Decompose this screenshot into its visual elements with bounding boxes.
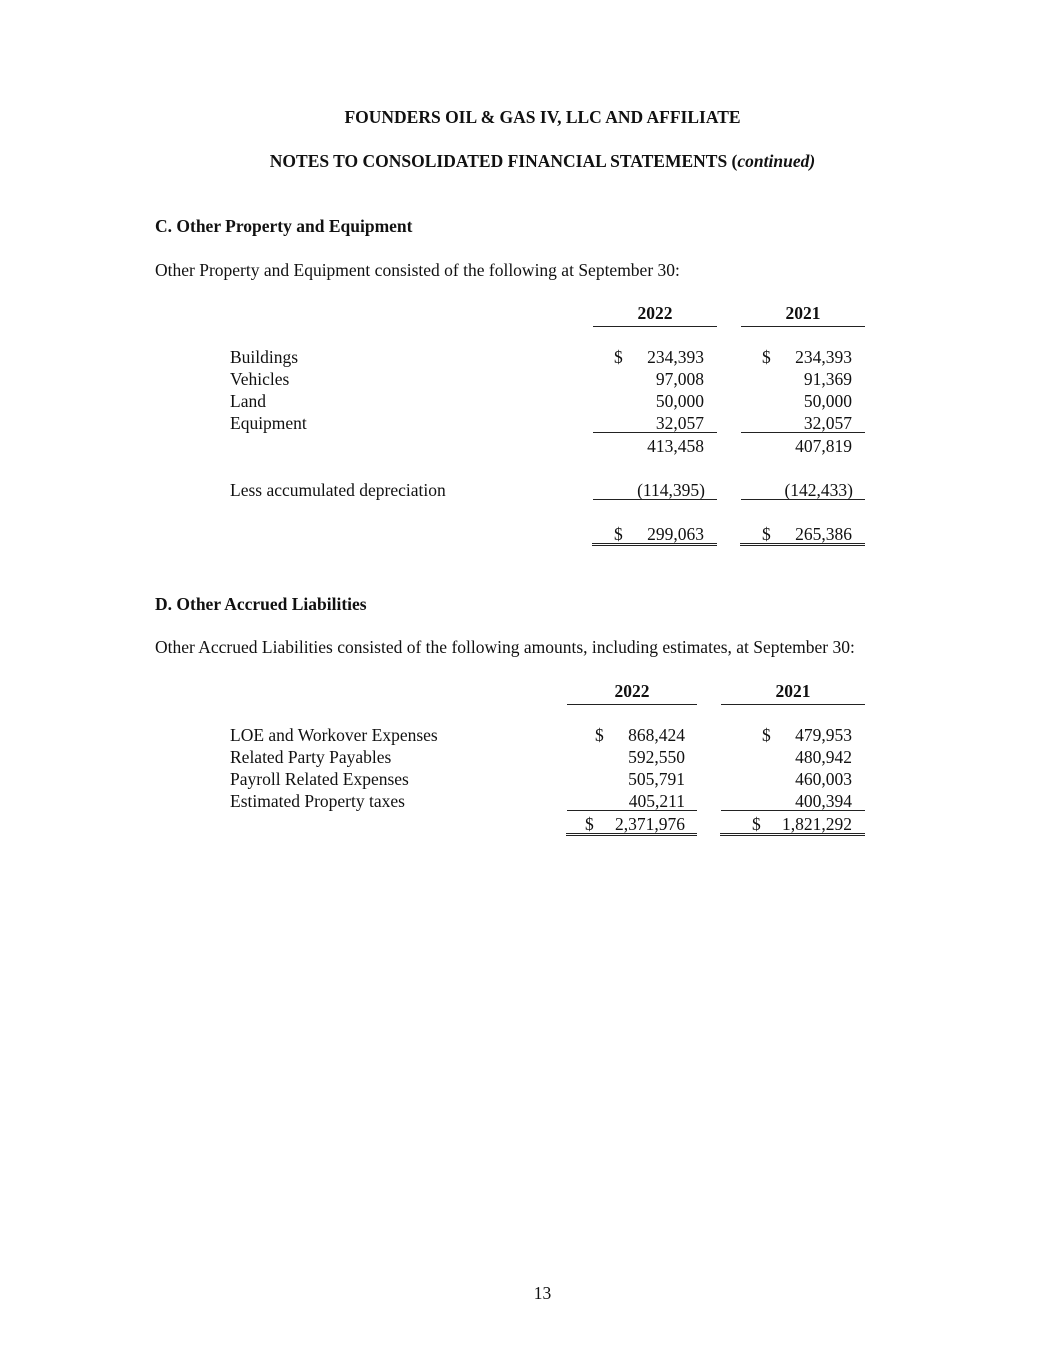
value-2021: 234,393 (795, 347, 852, 367)
row-label: Land (230, 391, 266, 411)
section-c-col-2022: 2022 (593, 303, 717, 327)
row-label: Equipment (230, 413, 307, 433)
row-label: Estimated Property taxes (230, 791, 405, 811)
value-2022: 32,057 (655, 413, 704, 433)
row-label: Payroll Related Expenses (230, 769, 409, 789)
row-label: Related Party Payables (230, 747, 392, 767)
currency-symbol: $ (752, 814, 761, 834)
total-double-rule (720, 833, 865, 836)
subtotal-rule (593, 432, 717, 433)
subtotal-2021: 407,819 (795, 436, 852, 456)
depreciation-2021: (142,433) (784, 480, 853, 500)
currency-symbol: $ (614, 347, 623, 367)
total-2021: 265,386 (795, 524, 852, 544)
row-label: Buildings (230, 347, 299, 367)
value-2021: 91,369 (803, 369, 852, 389)
page-title-main: NOTES TO CONSOLIDATED FINANCIAL STATEMENTS ( (269, 151, 738, 171)
section-d-intro: Other Accrued Liabilities consisted of the following amounts, including estimates, at September 30: (155, 637, 855, 657)
total-double-rule (566, 833, 697, 836)
page-title-continued: continued) (737, 151, 816, 171)
row-label: Less accumulated depreciation (230, 480, 446, 500)
value-2021: 480,942 (795, 747, 852, 767)
subtotal-2022: 413,458 (647, 436, 704, 456)
currency-symbol: $ (614, 524, 623, 544)
total-double-rule (740, 543, 865, 546)
currency-symbol: $ (595, 725, 604, 745)
page-number: 13 (533, 1283, 552, 1303)
row-label: LOE and Workover Expenses (230, 725, 438, 745)
section-c-col-2021: 2021 (741, 303, 865, 327)
value-2022: 97,008 (655, 369, 704, 389)
total-2021: 1,821,292 (782, 814, 852, 834)
page-title (0, 151, 1055, 172)
section-d-col-2022: 2022 (567, 681, 697, 705)
row-label: Vehicles (230, 369, 290, 389)
currency-symbol: $ (762, 725, 771, 745)
value-2021: 32,057 (803, 413, 852, 433)
subtotal-rule (741, 432, 865, 433)
value-2022: 405,211 (628, 791, 685, 811)
company-name: FOUNDERS OIL & GAS IV, LLC AND AFFILIATE (344, 107, 741, 127)
section-c-heading: C. Other Property and Equipment (155, 216, 413, 236)
value-2021: 460,003 (795, 769, 852, 789)
total-rule (721, 810, 865, 811)
depreciation-2022: (114,395) (637, 480, 705, 500)
total-rule (567, 810, 697, 811)
currency-symbol: $ (762, 347, 771, 367)
value-2022: 50,000 (655, 391, 704, 411)
depreciation-rule (741, 499, 865, 500)
value-2021: 50,000 (803, 391, 852, 411)
section-d-heading: D. Other Accrued Liabilities (155, 594, 367, 614)
section-d-col-2021: 2021 (721, 681, 865, 705)
total-2022: 299,063 (647, 524, 704, 544)
currency-symbol: $ (762, 524, 771, 544)
value-2022: 505,791 (628, 769, 685, 789)
value-2022: 592,550 (628, 747, 685, 767)
total-2022: 2,371,976 (615, 814, 685, 834)
currency-symbol: $ (585, 814, 594, 834)
total-double-rule (592, 543, 717, 546)
value-2021: 479,953 (795, 725, 852, 745)
value-2022: 868,424 (628, 725, 685, 745)
value-2022: 234,393 (647, 347, 704, 367)
value-2021: 400,394 (795, 791, 852, 811)
section-c-intro: Other Property and Equipment consisted of the following at September 30: (155, 260, 680, 280)
depreciation-rule (593, 499, 717, 500)
